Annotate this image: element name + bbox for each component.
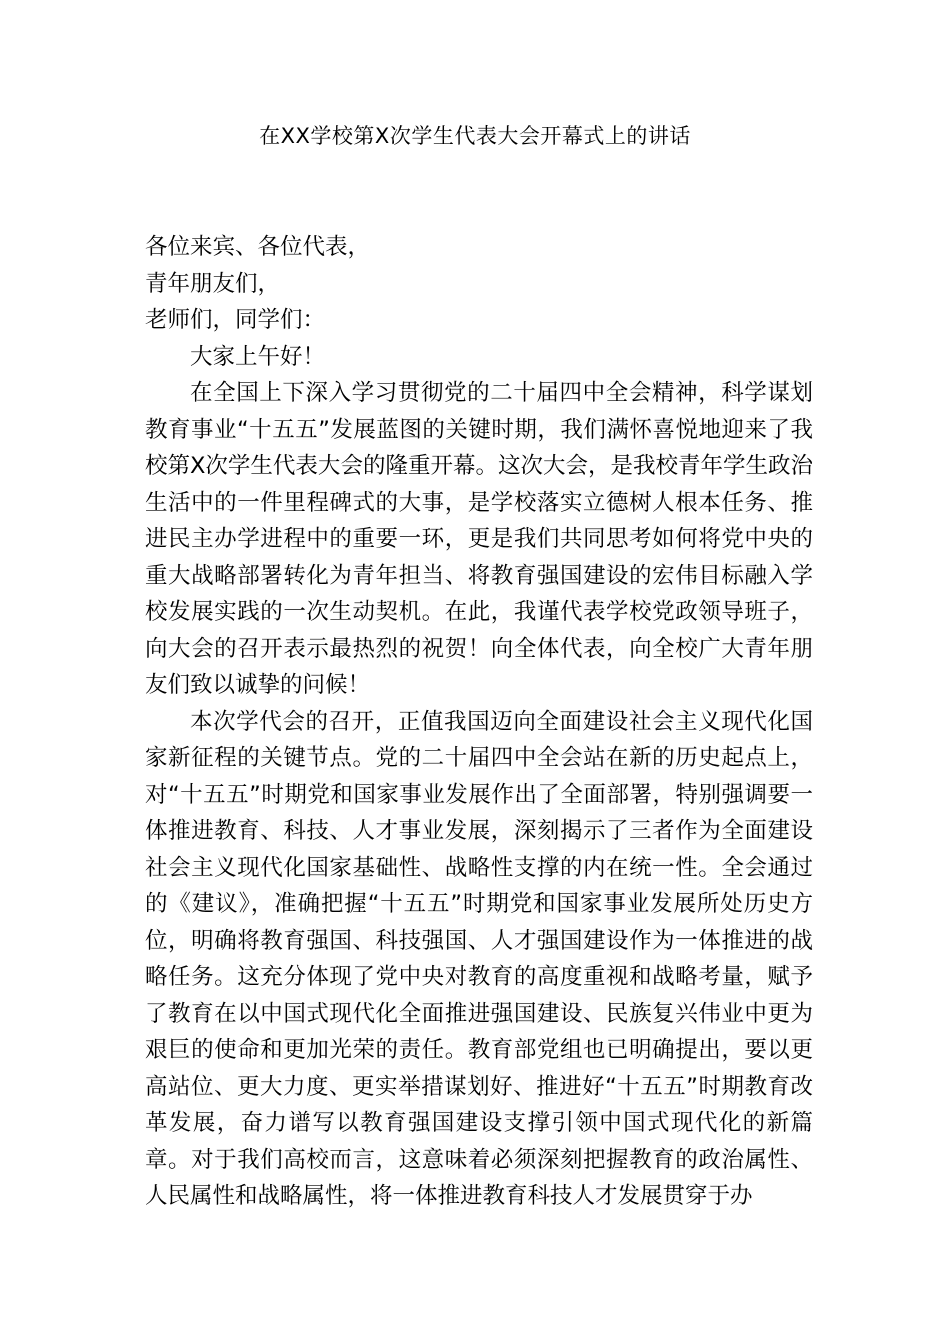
document-title: 在XX学校第X次学生代表大会开幕式上的讲话 [259,124,691,148]
body-paragraph: 本次学代会的召开，正值我国迈向全面建设社会主义现代化国家新征程的关键节点。党的二十届四中全会站在新的历史起点上，对“十五五”时期党和国家事业发展作出了全面部署，特别强调要一体推进教育、科技、人才事业发展，深刻揭示了三者作为全面建设社会主义现代化国家基础性、战略性支撑的内在统一性。全会通过的《建议》，准确把握“十五五”时期党和国家事业发展所处历史方位，明确将教育强国、科技强国、人才强国建设作为一体推进的战略任务。这充分体现了党中央对教育的高度重视和战略考量，赋予了教育在以中国式现代化全面推进强国建设、民族复兴伟业中更为艰巨的使命和更加光荣的责任。教育部党组也已明确提出，要以更高站位、更大力度、更实举措谋划好、推进好“十五五”时期教育改革发展，奋力谱写以教育强国建设支撑引领中国式现代化的新篇章。对于我们高校而言，这意味着必须深刻把握教育的政治属性、人民属性和战略属性，将一体推进教育科技人才发展贯穿于办 [145,708,813,1209]
salutation-line: 各位来宾、各位代表， [145,234,371,260]
salutation-line: 老师们，同学们： [145,307,326,333]
salutation-line: 青年朋友们， [145,270,281,297]
body-paragraph: 在全国上下深入学习贯彻党的二十届四中全会精神，科学谋划教育事业“十五五”发展蓝图的关键时期，我们满怀喜悦地迎来了我校第X次学生代表大会的隆重开幕。这次大会，是我校青年学生政治生活中的一件里程碑式的大事，是学校落实立德树人根本任务、推进民主办学进程中的重要一环，更是我们共同思考如何将党中央的重大战略部署转化为青年担当、将教育强国建设的宏伟目标融入学校发展实践的一次生动契机。在此，我谨代表学校党政领导班子，向大会的召开表示最热烈的祝贺！向全体代表，向全校广大青年朋友们致以诚挚的问候！ [145,380,813,698]
greeting-paragraph: 大家上午好！ [190,343,326,370]
document-body [145,229,813,1215]
